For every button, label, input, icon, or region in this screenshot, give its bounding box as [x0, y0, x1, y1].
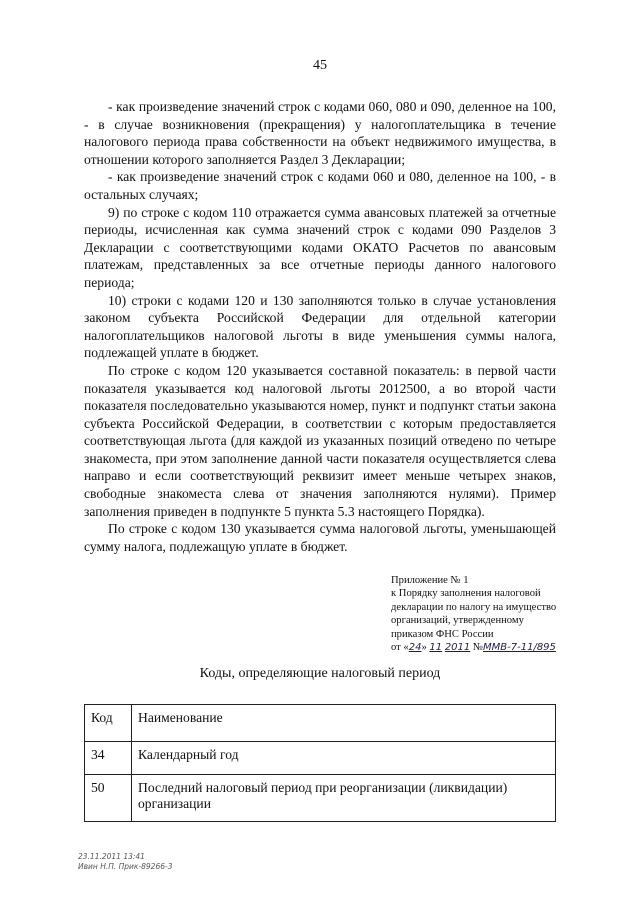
cell-code: 34: [85, 742, 132, 775]
date-day: 24: [408, 642, 422, 654]
table-header-row: [85, 705, 556, 742]
appendix-line: Приложение № 1: [391, 575, 469, 586]
cell-code: 50: [85, 775, 132, 822]
appendix-line: к Порядку заполнения налоговой: [391, 588, 541, 600]
paragraph: По строке с кодом 130 указывается сумма налоговой льготы, уменьшающей сумму налога, подлежащую уплате в бюджет.: [84, 521, 556, 554]
date-year: 2011: [444, 642, 471, 654]
table-title: Коды, определяющие налоговый период: [199, 666, 441, 681]
page-number: 45: [313, 58, 327, 73]
body-text: [84, 98, 556, 555]
header-name: Наименование: [132, 705, 556, 742]
codes-table: [84, 704, 556, 822]
date-prefix: от «: [391, 642, 409, 654]
header-code: Код: [85, 705, 132, 742]
paragraph: 10) строки с кодами 120 и 130 заполняются только в случае установления законом субъекта Российской Федерации для отдельной категории налогоплательщиков налоговой льготы в виде уменьшения суммы налога, подлежащей уплате в бюджет.: [84, 292, 556, 361]
table-row: [85, 742, 556, 775]
appendix-line: приказом ФНС России: [391, 628, 494, 640]
table-row: [85, 775, 556, 822]
paragraph: - как произведение значений строк с кодами 060 и 080, деленное на 100, - в остальных случаях;: [84, 169, 556, 202]
footer-stamp: [78, 852, 172, 872]
paragraph: - как произведение значений строк с кодами 060, 080 и 090, деленное на 100, - в случае возникновения (прекращения) у налогоплательщика в течение налогового периода права собственности на объект недвижимого имущества, в отношении которого заполняется Раздел 3 Декларации;: [84, 99, 556, 167]
cell-name: Последний налоговый период при реорганизации (ликвидации) организации: [132, 775, 556, 822]
number-prefix: №: [472, 642, 484, 654]
paragraph: 9) по строке с кодом 110 отражается сумма авансовых платежей за отчетные периоды, исчисленная как сумма значений строк с кодами 090 Разделов 3 Декларации с соответствующими кодами ОКАТО Расчетов по авансовым платежам, представленных за все отчетные периоды данного налогового периода;: [84, 204, 556, 290]
appendix-date-line: [391, 641, 631, 654]
stamp-line: Ивин Н.П. Прик-89266-3: [78, 862, 173, 871]
paragraph: По строке с кодом 120 указывается составной показатель: в первой части показателя указывается код налоговой льготы 2012500, а во второй части показателя последовательно указываются номер, пункт и подпункт статьи закона субъекта Российской Федерации, в соответствии с которым предоставляется соответствующая льгота (для каждой из указанных позиций отведено по четыре знакоместа, при этом заполнение данной части показателя осуществляется слева направо и если соответствующий реквизит имеет меньше четырех знаков, свободные знакоместа слева от значения заполняются нулями). Пример заполнения приведен в подпункте 5 пункта 5.3 настоящего Порядка).: [84, 362, 556, 519]
date-month: 11: [429, 642, 443, 654]
stamp-line: 23.11.2011 13:41: [78, 852, 145, 861]
appendix-line: организаций, утвержденному: [391, 615, 524, 627]
date-mid: »: [421, 642, 427, 654]
appendix-line: декларации по налогу на имущество: [391, 601, 557, 613]
appendix-block: [391, 574, 631, 654]
cell-name: Календарный год: [132, 742, 556, 775]
order-number: ММВ-7-11/895: [483, 642, 556, 654]
